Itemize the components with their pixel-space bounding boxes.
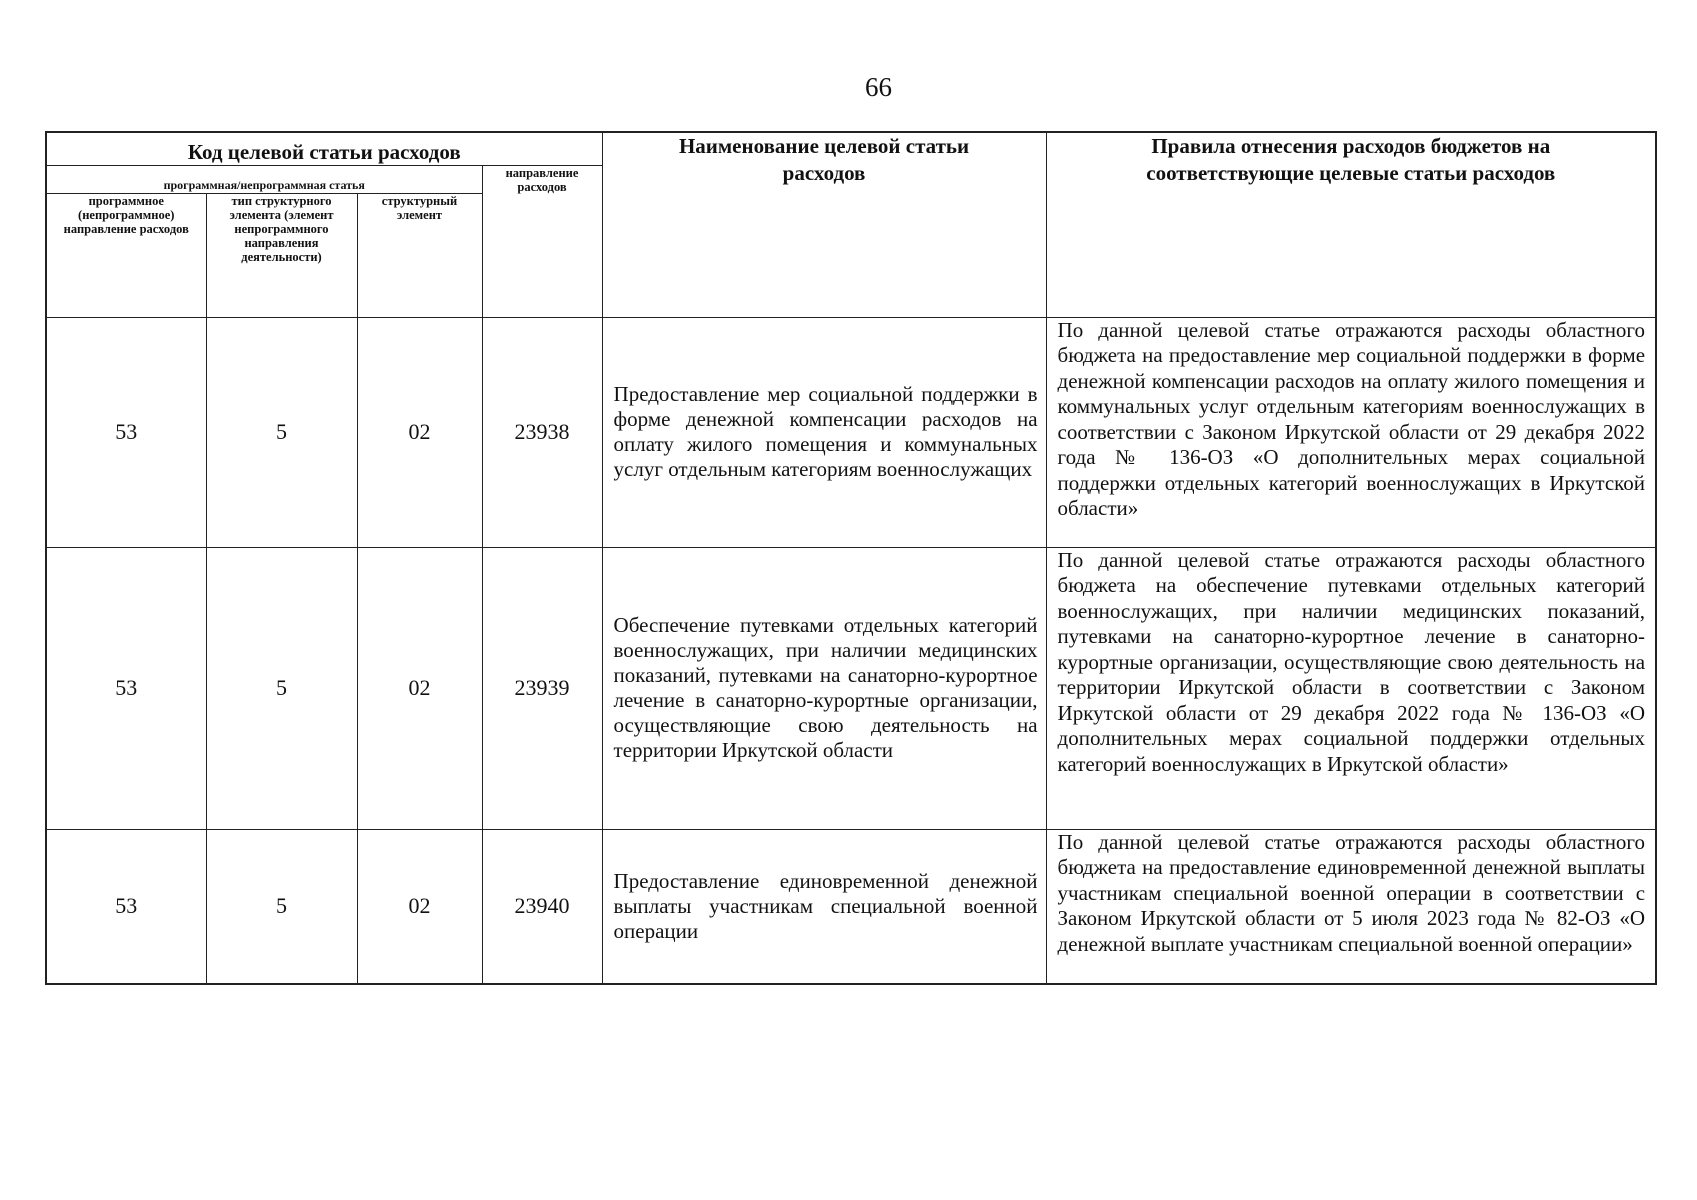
table-row xyxy=(46,547,1656,829)
budget-codes-table xyxy=(45,131,1657,985)
header-element-type: тип структурного элемента (элемент непрограммного направления деятельности) xyxy=(206,193,357,317)
direction-code: 23938 xyxy=(482,317,602,547)
table-row xyxy=(46,829,1656,984)
element-code: 02 xyxy=(357,829,482,984)
article-rule: По данной целевой статье отражаются расходы областного бюджета на предоставление мер социальной поддержки в форме денежной компенсации расходов на оплату жилого помещения и коммунальных услуг отдельным категориям военнослужащих в соответствии с Законом Иркутской области от 29 декабря 2022 года № 136-ОЗ «О дополнительных мерах социальной поддержки отдельных категорий военнослужащих в Иркутской области» xyxy=(1046,317,1656,547)
header-program-article: программная/непрограммная статья xyxy=(46,165,482,193)
article-rule: По данной целевой статье отражаются расходы областного бюджета на предоставление единовременной денежной выплаты участникам специальной военной операции в соответствии с Законом Иркутской области от 5 июля 2023 года № 82-ОЗ «О денежной выплате участникам специальной военной операции» xyxy=(1046,829,1656,984)
header-rules-title: Правила отнесения расходов бюджетов на соответствующие целевые статьи расходов xyxy=(1046,132,1656,317)
header-name-title: Наименование целевой статьи расходов xyxy=(602,132,1046,317)
header-program-direction: программное (непрограммное) направление расходов xyxy=(46,193,206,317)
type-code: 5 xyxy=(206,547,357,829)
element-code: 02 xyxy=(357,317,482,547)
type-code: 5 xyxy=(206,317,357,547)
program-code: 53 xyxy=(46,829,206,984)
direction-code: 23939 xyxy=(482,547,602,829)
article-rule: По данной целевой статье отражаются расходы областного бюджета на обеспечение путевками отдельных категорий военнослужащих, при наличии медицинских показаний, путевками на санаторно-курортное лечение в санаторно-курортные организации, осуществляющие свою деятельность на территории Иркутской области в соответствии с Законом Иркутской области от 29 декабря 2022 года № 136-ОЗ «О дополнительных мерах социальной поддержки отдельных категорий военнослужащих в Иркутской области» xyxy=(1046,547,1656,829)
article-name: Обеспечение путевками отдельных категорий военнослужащих, при наличии медицинских показаний, путевками на санаторно-курортное лечение в санаторно-курортные организации, осуществляющие свою деятельность на территории Иркутской области xyxy=(602,547,1046,829)
program-code: 53 xyxy=(46,317,206,547)
program-code: 53 xyxy=(46,547,206,829)
element-code: 02 xyxy=(357,547,482,829)
article-name: Предоставление мер социальной поддержки в форме денежной компенсации расходов на оплату жилого помещения и коммунальных услуг отдельным категориям военнослужащих xyxy=(602,317,1046,547)
direction-code: 23940 xyxy=(482,829,602,984)
page-number: 66 xyxy=(865,72,892,102)
article-name: Предоставление единовременной денежной выплаты участникам специальной военной операции xyxy=(602,829,1046,984)
table-row xyxy=(46,317,1656,547)
header-structural-element: структурный элемент xyxy=(357,193,482,317)
header-direction: направление расходов xyxy=(482,165,602,317)
header-code-title: Код целевой статьи расходов xyxy=(46,132,602,165)
type-code: 5 xyxy=(206,829,357,984)
